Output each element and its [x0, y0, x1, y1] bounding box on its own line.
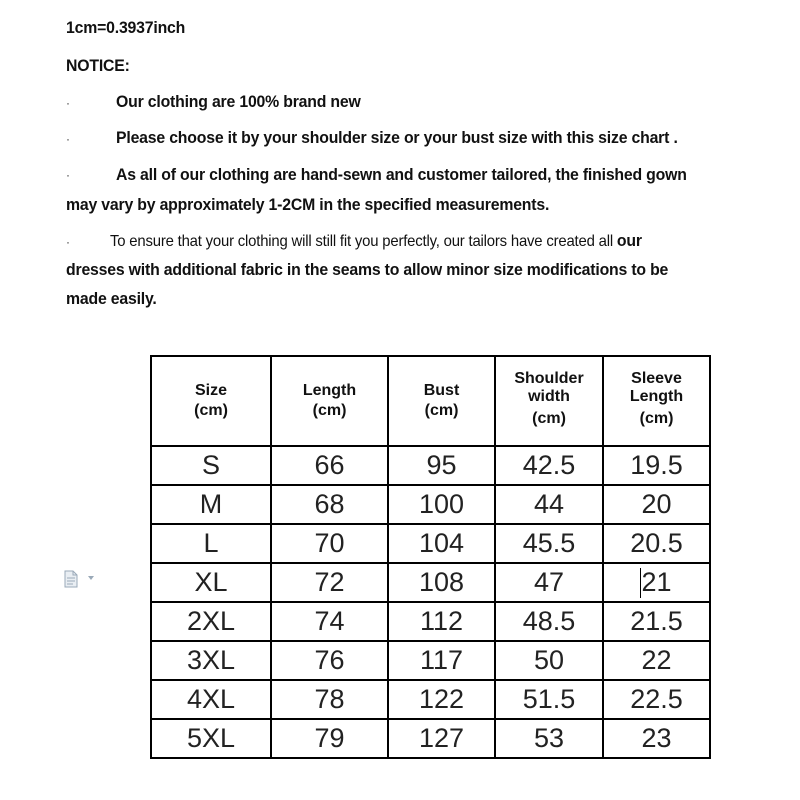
header-line: Length [629, 388, 684, 405]
table-cell[interactable]: 21 [603, 563, 710, 602]
table-row [151, 719, 710, 758]
table-cell: 104 [388, 524, 495, 563]
table-cell: 5XL [151, 719, 271, 758]
table-cell: 48.5 [495, 602, 603, 641]
table-cell: 22 [603, 641, 710, 680]
header-line: Sleeve [631, 370, 682, 387]
table-row [151, 485, 710, 524]
size-chart-table [150, 355, 711, 759]
notice-4a [110, 231, 642, 251]
notice-title: NOTICE: [66, 56, 130, 75]
notice-2: Please choose it by your shoulder size or your bust size with this size chart . [116, 128, 678, 147]
header-length [271, 356, 388, 446]
table-cell: 21.5 [603, 602, 710, 641]
table-cell: 20 [603, 485, 710, 524]
table-cell: M [151, 485, 271, 524]
table-cell: 70 [271, 524, 388, 563]
table-row [151, 446, 710, 485]
paste-options-icon[interactable] [64, 570, 78, 588]
header-sleeve-length [603, 356, 710, 446]
table-cell: 53 [495, 719, 603, 758]
notice-4a-bold: our [616, 231, 642, 250]
table-cell: 20.5 [603, 524, 710, 563]
table-cell: L [151, 524, 271, 563]
table-cell: 100 [388, 485, 495, 524]
table-cell: 79 [271, 719, 388, 758]
table-row [151, 680, 710, 719]
table-cell: 19.5 [603, 446, 710, 485]
table-cell: 50 [495, 641, 603, 680]
table-cell: XL [151, 563, 271, 602]
table-cell: 122 [388, 680, 495, 719]
notice-1: Our clothing are 100% brand new [116, 92, 361, 111]
header-line: (cm) [639, 410, 674, 427]
table-row [151, 641, 710, 680]
chevron-down-icon[interactable] [88, 576, 94, 580]
header-line: Bust [423, 382, 460, 399]
table-cell: 127 [388, 719, 495, 758]
notice-4b: dresses with additional fabric in the seams to allow minor size modifications to be [66, 260, 669, 279]
bullet: · [66, 132, 70, 146]
notice-4a-text: To ensure that your clothing will still fit you perfectly, our tailors have created all [110, 233, 617, 250]
conversion-note: 1cm=0.3937inch [66, 18, 186, 37]
notice-4c: made easily. [66, 289, 157, 308]
text-cursor [640, 568, 641, 598]
header-line: (cm) [312, 402, 347, 419]
header-shoulder-width [495, 356, 603, 446]
table-cell: 108 [388, 563, 495, 602]
header-line: (cm) [532, 410, 566, 427]
table-cell: 4XL [151, 680, 271, 719]
table-cell: 78 [271, 680, 388, 719]
header-line: Shoulder [514, 370, 584, 387]
header-line: (cm) [424, 402, 459, 419]
notice-3b: may vary by approximately 1-2CM in the specified measurements. [66, 195, 550, 214]
table-row [151, 563, 710, 602]
header-line: width [528, 388, 570, 405]
table-cell: 112 [388, 602, 495, 641]
table-cell: 66 [271, 446, 388, 485]
table-row [151, 524, 710, 563]
table-cell: 3XL [151, 641, 271, 680]
bullet: · [66, 96, 70, 110]
table-cell: 42.5 [495, 446, 603, 485]
table-cell: 74 [271, 602, 388, 641]
table-row [151, 602, 710, 641]
table-cell: 117 [388, 641, 495, 680]
table-cell: 2XL [151, 602, 271, 641]
table-header-row [151, 356, 710, 446]
table-cell: 95 [388, 446, 495, 485]
table-cell: 23 [603, 719, 710, 758]
table-cell: 45.5 [495, 524, 603, 563]
bullet: · [66, 235, 70, 249]
table-cell: S [151, 446, 271, 485]
header-bust [388, 356, 495, 446]
table-cell: 72 [271, 563, 388, 602]
table-cell: 76 [271, 641, 388, 680]
table-cell: 47 [495, 563, 603, 602]
table-cell: 44 [495, 485, 603, 524]
table-cell: 68 [271, 485, 388, 524]
bullet: · [66, 168, 70, 182]
table-cell: 51.5 [495, 680, 603, 719]
header-size [151, 356, 271, 446]
header-line: Length [302, 382, 357, 399]
header-line: (cm) [194, 402, 228, 419]
notice-3a: As all of our clothing are hand-sewn and customer tailored, the finished gown [116, 165, 687, 184]
table-cell: 22.5 [603, 680, 710, 719]
header-line: Size [194, 382, 227, 399]
